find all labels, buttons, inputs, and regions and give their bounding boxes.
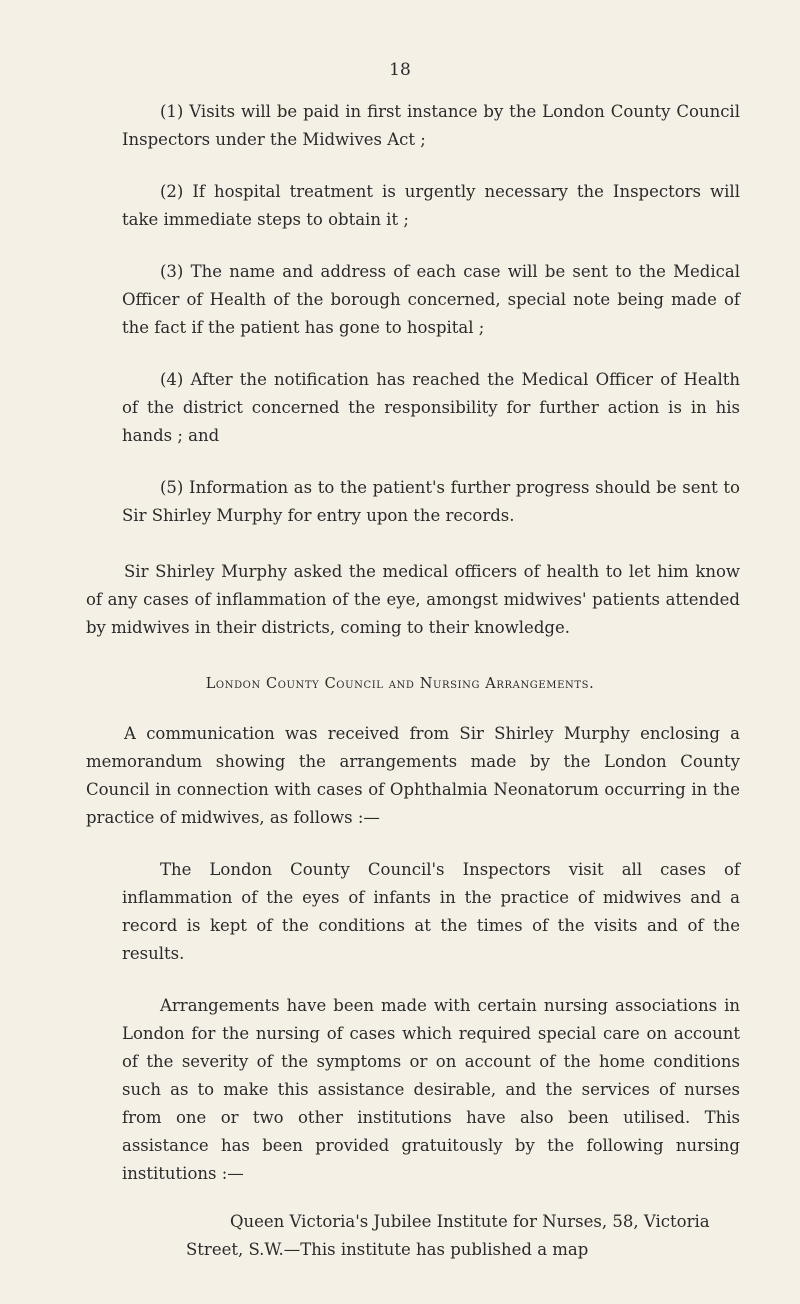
list-item-5: (5) Information as to the patient's further progress should be sent to Sir Shirley Murphy for entry upon the records. xyxy=(122,478,740,525)
list-item-2: (2) If hospital treatment is urgently necessary the Inspectors will take immediate steps to obtain it ; xyxy=(122,182,740,229)
list-item-4: (4) After the notification has reached the Medical Officer of Health of the district concerned the responsibility for further action is in his hands ; and xyxy=(122,370,740,445)
paragraph-murphy-request: Sir Shirley Murphy asked the medical officers of health to let him know of any cases of inflammation of the eye, amongst midwives' patients attended by midwives in their districts, coming to their knowledge. xyxy=(86,562,740,637)
institution-entry: Queen Victoria's Jubilee Institute for Nurses, 58, Victoria Street, S.W.—This institute has published a map xyxy=(186,1212,710,1259)
quote-inspectors: The London County Council's Inspectors visit all cases of inflammation of the eyes of infants in the practice of midwives and a record is kept of the conditions at the times of the visits and of the results. xyxy=(122,860,740,963)
list-item-1: (1) Visits will be paid in first instance by the London County Council Inspectors under the Midwives Act ; xyxy=(122,102,740,149)
section-heading: London County Council and Nursing Arrangements. xyxy=(205,676,595,692)
page-number: 18 xyxy=(389,60,411,80)
list-item-3: (3) The name and address of each case will be sent to the Medical Officer of Health of the borough concerned, special note being made of the fact if the patient has gone to hospital ; xyxy=(122,262,740,337)
quote-arrangements: Arrangements have been made with certain nursing associations in London for the nursing of cases which required special care on account of the severity of the symptoms or on account of the home conditions such as to make this assistance desirable, and the services of nurses from one or two other institutions have also been utilised. This assistance has been provided gratuitously by the following nursing institutions :— xyxy=(122,996,740,1183)
paragraph-communication: A communication was received from Sir Shirley Murphy enclosing a memorandum showing the arrangements made by the London County Council in connection with cases of Ophthalmia Neonatorum occurring in the practice of midwives, as follows :— xyxy=(86,724,740,827)
